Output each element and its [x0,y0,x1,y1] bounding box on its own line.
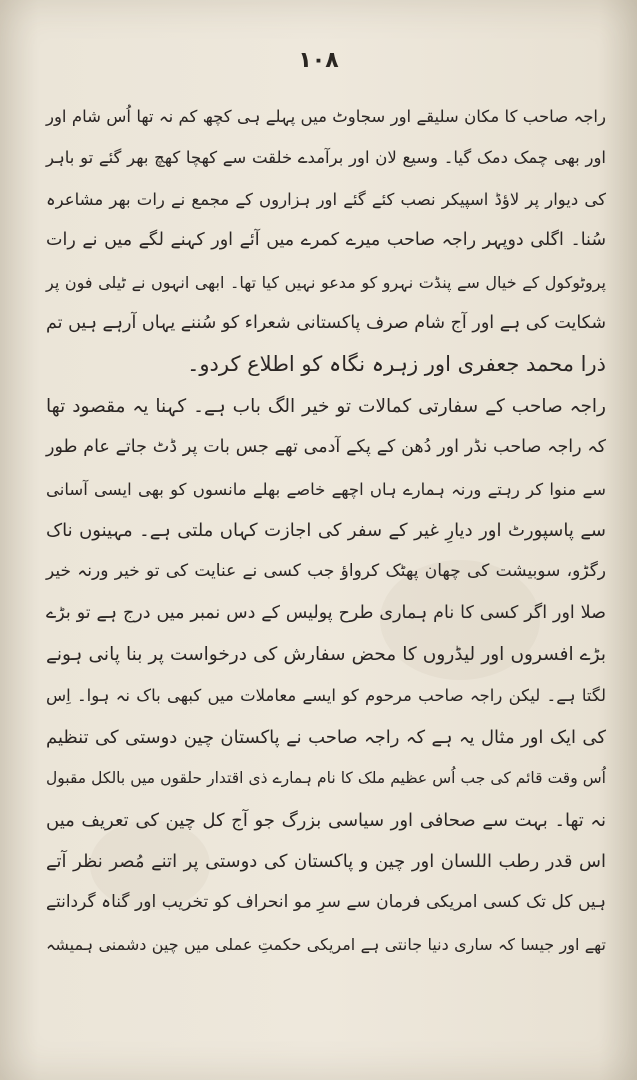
text-line: ذرا محمد جعفری اور زہرہ نگاہ کو اطلاع کردو۔ [187,352,606,377]
page-number: ۱۰۸ [298,48,339,73]
text-line: رگڑو، سوبیشت کی چھان پھٹک کرواؤ جب کسی نے عنایت کی تو خیر ورنہ خیر [46,561,606,582]
body-text [46,96,606,965]
text-line: سے پاسپورٹ اور دیارِ غیر کے سفر کی اجازت کہاں ملتی ہے۔ مہینوں ناک [46,519,606,541]
text-line: کی ایک اور مثال یہ ہے کہ راجہ صاحب نے پاکستان چین دوستی کی تنظیم [46,726,606,748]
text-line: صلا اور اگر کسی کا نام ہماری طرح پولیس کے دس نمبر میں درج ہے تو بڑے [46,602,606,623]
text-line: تھے اور جیسا کہ ساری دنیا جانتی ہے امریکی حکمتِ عملی میں چین دشمنی ہمیشہ [46,934,606,954]
text-line: پروٹوکول کے خیال سے پنڈت نہرو کو مدعو نہیں کیا تھا۔ ابھی انہوں نے ٹیلی فون پر [46,272,606,292]
text-line: اس قدر رطب اللسان اور چین و پاکستان کی دوستی پر اتنے مُصر نظر آتے [46,851,606,873]
text-line: راجہ صاحب کا مکان سلیقے اور سجاوٹ میں پہلے ہی کچھ کم نہ تھا اُس شام اور [46,107,606,126]
text-line: لگتا ہے۔ لیکن راجہ صاحب مرحوم کو ایسے معاملات میں کبھی باک نہ ہوا۔ اِس [46,686,606,706]
text-line: ہیں کل تک کسی امریکی فرمان سے سرِ مو انحراف کو تخریب اور گناہ گردانتے [46,892,606,913]
text-line: سُنا۔ اگلی دوپہر راجہ صاحب میرے کمرے میں آئے اور کہنے لگے میں نے رات [46,230,606,251]
text-line: کی دیوار پر لاؤڈ اسپیکر نصب کئے گئے اور ہزاروں کے مجمع نے رات بھر مشاعرہ [46,189,606,209]
text-line: کہ راجہ صاحب نڈر اور دُھن کے پکے آدمی تھے جس بات پر ڈٹ جاتے عام طور [46,437,606,458]
text-line: بڑے افسروں اور لیڈروں کا محض سفارش کی درخواست پر بنا پانی ہونے [46,644,606,666]
text-line: نہ تھا۔ بہت سے صحافی اور سیاسی بزرگ جو آج کل چین کی تعریف میں [46,809,606,831]
text-line: شکایت کی ہے اور آج شام صرف پاکستانی شعراء کو سُننے یہاں آرہے ہیں تم [46,312,606,333]
text-line: اُس وقت قائم کی جب اُس عظیم ملک کا نام ہمارے ذی اقتدار حلقوں میں بالکل مقبول [46,769,606,788]
text-line: سے منوا کر رہتے ورنہ ہمارے ہاں اچھے خاصے بھلے مانسوں کو بھی ایسی آسانی [46,479,606,499]
text-line: اور بھی چمک دمک گیا۔ وسیع لان اور برآمدے خلقت سے کھچا کھچ بھر گئے تو باہر [46,148,606,168]
text-line: راجہ صاحب کے سفارتی کمالات تو خیر الگ باب ہے۔ کہنا یہ مقصود تھا [46,395,606,417]
